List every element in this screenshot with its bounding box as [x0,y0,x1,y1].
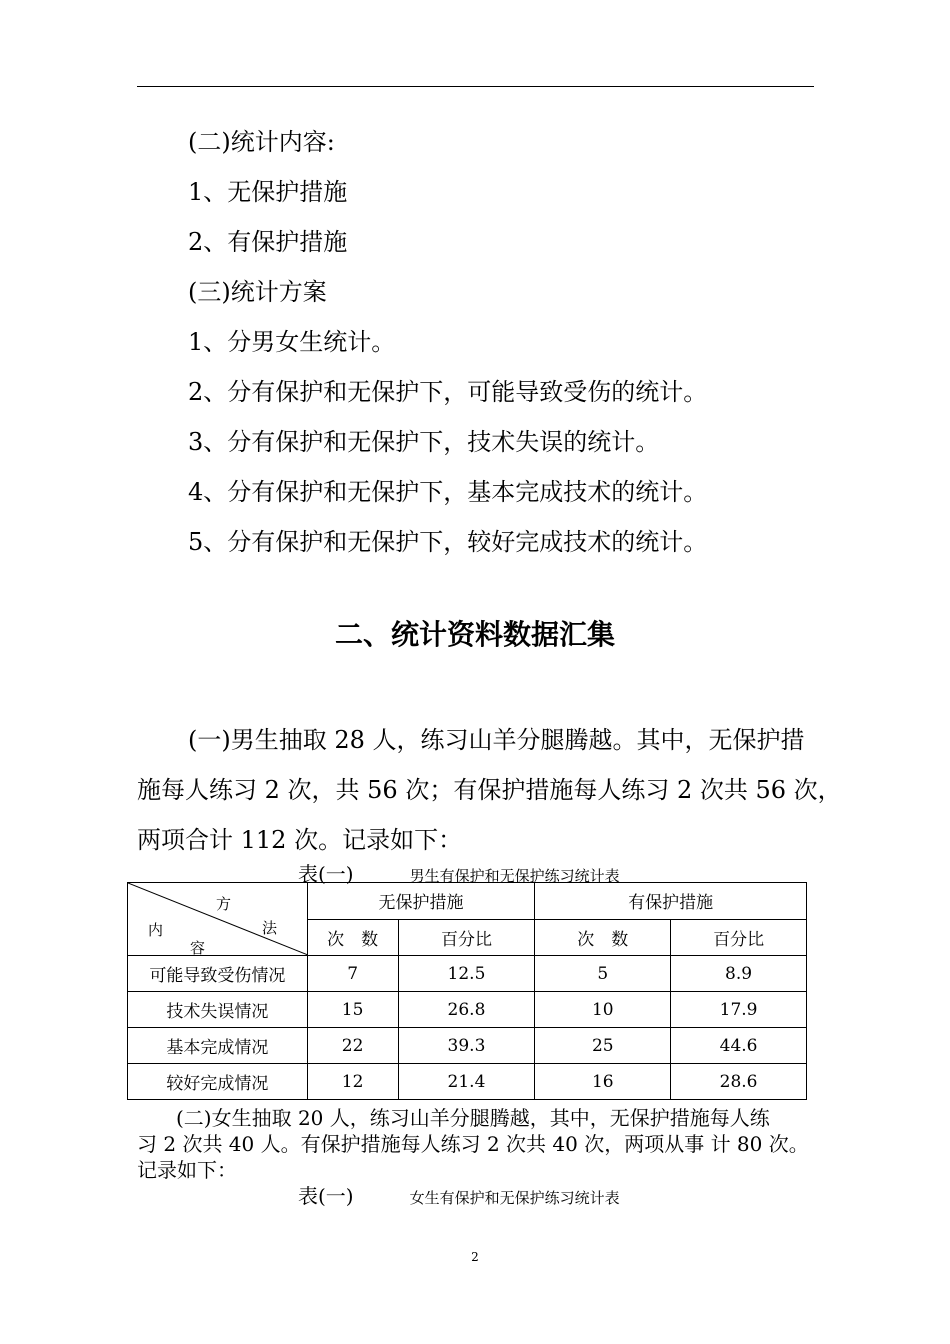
count-cell: 16 [535,1064,671,1100]
text-line: 3、分有保护和无保护下，技术失误的统计。 [188,428,660,456]
table-row [128,956,807,992]
row-label: 基本完成情况 [128,1028,308,1064]
paragraph-line: (二)女生抽取 20 人，练习山羊分腿腾越，其中，无保护措施每人练 [176,1106,770,1130]
diag-label: 内 [148,921,164,939]
table-row [128,992,807,1028]
male-statistics-table [127,882,807,1100]
count-cell: 15 [307,992,398,1028]
paragraph-line: 记录如下： [137,1158,237,1182]
percent-cell: 21.4 [398,1064,535,1100]
diagonal-header-cell [128,883,308,956]
sub-header: 百分比 [398,919,535,956]
count-cell: 5 [535,956,671,992]
percent-cell: 8.9 [671,956,807,992]
text-line: (二)统计内容: [188,128,335,156]
table-label: 表(一) [298,862,354,886]
text-line: (三)统计方案 [188,278,327,306]
text-line: 1、无保护措施 [188,178,348,206]
percent-cell: 28.6 [671,1064,807,1100]
diag-label: 法 [262,919,278,937]
diag-label: 方 [216,895,232,913]
section-heading: 二、统计资料数据汇集 [334,618,615,651]
group-header: 无保护措施 [307,883,535,920]
paragraph-line: (一)男生抽取 28 人，练习山羊分腿腾越。其中，无保护措 [188,726,805,754]
paragraph-line: 施每人练习 2 次，共 56 次；有保护措施每人练习 2 次共 56 次， [137,776,842,804]
sub-header: 次 数 [307,919,398,956]
table-row [128,1064,807,1100]
sub-header: 次 数 [535,919,671,956]
percent-cell: 26.8 [398,992,535,1028]
table-label: 表(一) [298,1184,354,1208]
page-number: 2 [471,1250,479,1264]
diag-label: 容 [190,939,206,957]
sub-header: 百分比 [671,919,807,956]
paragraph-line: 两项合计 112 次。记录如下： [137,826,463,854]
count-cell: 22 [307,1028,398,1064]
text-line: 4、分有保护和无保护下，基本完成技术的统计。 [188,478,708,506]
count-cell: 25 [535,1028,671,1064]
table-title: 男生有保护和无保护练习统计表 [409,867,620,885]
paragraph-line: 习 2 次共 40 人。有保护措施每人练习 2 次共 40 次，两项从事 计 80 次。 [137,1132,809,1156]
percent-cell: 12.5 [398,956,535,992]
row-label: 技术失误情况 [128,992,308,1028]
text-line: 5、分有保护和无保护下，较好完成技术的统计。 [188,528,708,556]
text-line: 2、分有保护和无保护下，可能导致受伤的统计。 [188,378,708,406]
percent-cell: 17.9 [671,992,807,1028]
row-label: 较好完成情况 [128,1064,308,1100]
group-header: 有保护措施 [535,883,807,920]
percent-cell: 44.6 [671,1028,807,1064]
percent-cell: 39.3 [398,1028,535,1064]
count-cell: 12 [307,1064,398,1100]
table-caption [298,1180,620,1209]
table-row [128,1028,807,1064]
text-line: 1、分男女生统计。 [188,328,396,356]
row-label: 可能导致受伤情况 [128,956,308,992]
text-line: 2、有保护措施 [188,228,348,256]
count-cell: 10 [535,992,671,1028]
table-title: 女生有保护和无保护练习统计表 [409,1189,620,1207]
count-cell: 7 [307,956,398,992]
header-rule [137,86,814,87]
